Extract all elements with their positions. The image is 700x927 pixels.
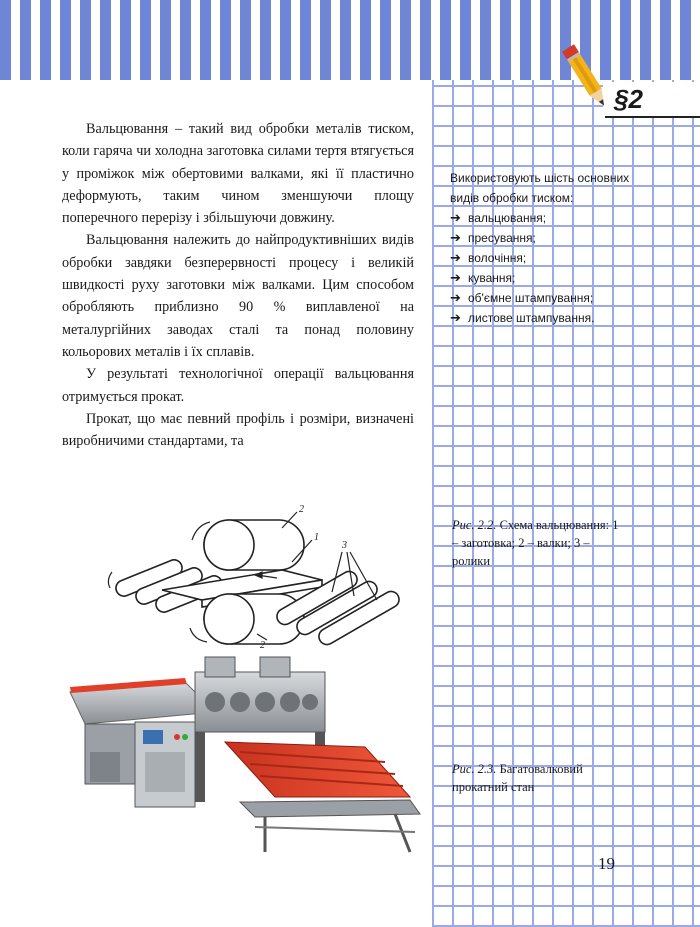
processing-types-list (450, 208, 635, 328)
processing-types-aside (450, 168, 635, 328)
rolling-mill-image (65, 652, 435, 862)
list-item: ➔ листове штампування. (450, 308, 635, 328)
paragraph-1: Вальцювання – такий вид обробки металів тиском, коли гаряча чи холодна заготовка силами тертя втягується у проміжок між обертовими валками, які її пластично деформують, таким чином зменшуючи площу поперечного перерізу і збільшуючи довжину. (62, 121, 414, 227)
list-item: ➔ об'ємне штампування; (450, 288, 635, 308)
arrow-right-icon: ➔ (450, 310, 461, 325)
paragraph-3: У результаті технологічної операції вальцювання отримується прокат. (62, 366, 414, 405)
callout-label: 2 (299, 504, 304, 515)
figure-caption-text: Схема вальцювання: 1 – заготовка; 2 – валки; 3 – ролики (452, 518, 619, 568)
list-item: ➔ волочіння; (450, 248, 635, 268)
figure-caption-text: Багатовалковий прокатний стан (452, 762, 583, 794)
callout-label: 3 (342, 540, 347, 551)
main-text (62, 118, 414, 452)
figure-2-3-caption (452, 760, 624, 796)
aside-intro: Використовують шість основних видів обробки тиском: (450, 171, 630, 205)
paragraph-4: Прокат, що має певний профіль і розміри, визначені виробничими стандартами, та (62, 410, 414, 450)
arrow-right-icon: ➔ (450, 250, 461, 265)
arrow-right-icon: ➔ (450, 230, 461, 245)
figure-label: Рис. 2.3. (452, 762, 497, 776)
section-marker: §2 (614, 84, 643, 114)
figure-label: Рис. 2.2. (452, 518, 497, 532)
figure-2-2-caption (452, 516, 624, 570)
list-item: ➔ вальцювання; (450, 208, 635, 228)
arrow-right-icon: ➔ (450, 290, 461, 305)
list-item: ➔ пресування; (450, 228, 635, 248)
page-number: 19 (598, 854, 615, 873)
arrow-right-icon: ➔ (450, 210, 461, 225)
paragraph-2: Вальцювання належить до найпродуктивніших видів обробки завдяки безперервності процесу і великій швидкості руху заготовки між валками. Цим способом обробляють приблизно 90 % виплавленої на металургійних заводах сталі та понад половину кольорових металів і їх сплавів. (62, 232, 414, 360)
rolling-scheme-diagram (92, 500, 412, 650)
list-item: ➔ кування; (450, 268, 635, 288)
callout-label: 1 (314, 532, 319, 543)
pencil-icon (560, 38, 616, 118)
callout-label: 2 (260, 640, 265, 650)
section-underline (605, 116, 700, 118)
arrow-right-icon: ➔ (450, 270, 461, 285)
